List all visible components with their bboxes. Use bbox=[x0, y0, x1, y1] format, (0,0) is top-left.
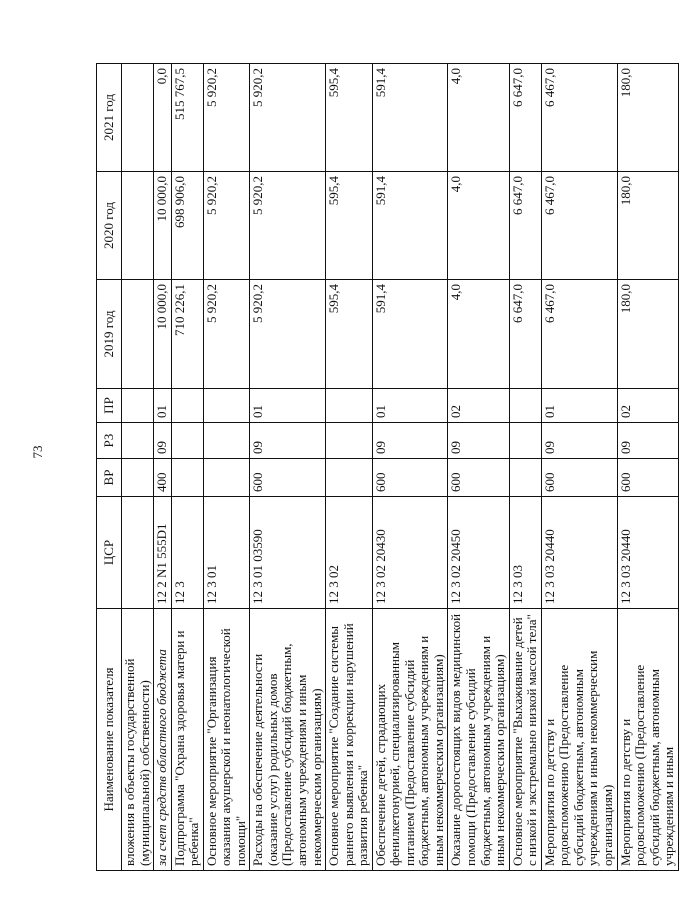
row-rz: 09 bbox=[541, 423, 617, 459]
row-vr: 400 bbox=[154, 459, 172, 497]
header-csr: ЦСР bbox=[97, 497, 122, 609]
row-2021: 6 647,0 bbox=[509, 64, 541, 172]
row-vr: 600 bbox=[448, 459, 509, 497]
row-name: Мероприятия по детству и родовспоможению (Предоставление субсидий бюджетным, автономным учреждениям и иным некоммерческим организациям) bbox=[541, 609, 617, 871]
row-csr: 12 3 03 20440 bbox=[617, 497, 678, 609]
row-rz bbox=[326, 423, 373, 459]
row-pr bbox=[326, 389, 373, 423]
row-2021: 6 467,0 bbox=[541, 64, 617, 172]
row-csr bbox=[122, 497, 154, 609]
row-2019: 5 920,2 bbox=[203, 280, 250, 389]
row-csr: 12 3 bbox=[171, 497, 203, 609]
table-row bbox=[617, 64, 678, 871]
row-pr bbox=[171, 389, 203, 423]
row-2021: 5 920,2 bbox=[203, 64, 250, 172]
row-pr: 01 bbox=[541, 389, 617, 423]
table-row bbox=[122, 64, 154, 871]
row-name: вложения в объекты государственной (муниципальной) собственности) bbox=[122, 609, 154, 871]
row-vr: 600 bbox=[617, 459, 678, 497]
header-2021: 2021 год bbox=[97, 64, 122, 172]
row-2021 bbox=[122, 64, 154, 172]
row-csr: 12 3 03 20440 bbox=[541, 497, 617, 609]
row-name: Основное мероприятие "Создание системы раннего выявления и коррекции нарушений развития ребенка" bbox=[326, 609, 373, 871]
row-rz: 09 bbox=[617, 423, 678, 459]
row-2019: 5 920,2 bbox=[250, 280, 326, 389]
row-2021: 4,0 bbox=[448, 64, 509, 172]
row-vr bbox=[122, 459, 154, 497]
row-rz: 09 bbox=[250, 423, 326, 459]
table-row bbox=[250, 64, 326, 871]
row-2019: 180,0 bbox=[617, 280, 678, 389]
header-name: Наименование показателя bbox=[97, 609, 122, 871]
row-rz: 09 bbox=[372, 423, 448, 459]
row-2020: 5 920,2 bbox=[203, 172, 250, 280]
row-vr: 600 bbox=[372, 459, 448, 497]
row-pr bbox=[203, 389, 250, 423]
row-rz bbox=[122, 423, 154, 459]
row-pr: 01 bbox=[372, 389, 448, 423]
row-vr bbox=[203, 459, 250, 497]
row-2019: 6 647,0 bbox=[509, 280, 541, 389]
page-number: 73 bbox=[30, 445, 45, 459]
table-row bbox=[171, 64, 203, 871]
header-rz: РЗ bbox=[97, 423, 122, 459]
row-pr bbox=[122, 389, 154, 423]
row-2020: 4,0 bbox=[448, 172, 509, 280]
table-row bbox=[154, 64, 172, 871]
row-2021: 515 767,5 bbox=[171, 64, 203, 172]
row-name: за счет средств областного бюджета bbox=[154, 609, 172, 871]
row-rz: 09 bbox=[154, 423, 172, 459]
row-2019: 4,0 bbox=[448, 280, 509, 389]
row-vr bbox=[326, 459, 373, 497]
row-name: Основное мероприятие "Выхаживание детей с низкой и экстремально низкой массой тела" bbox=[509, 609, 541, 871]
header-vr: ВР bbox=[97, 459, 122, 497]
row-csr: 12 3 01 03590 bbox=[250, 497, 326, 609]
row-pr: 02 bbox=[448, 389, 509, 423]
header-pr: ПР bbox=[97, 389, 122, 423]
row-2019: 595,4 bbox=[326, 280, 373, 389]
row-2021: 591,4 bbox=[372, 64, 448, 172]
row-csr: 12 3 01 bbox=[203, 497, 250, 609]
row-pr: 02 bbox=[617, 389, 678, 423]
row-2021: 0,0 bbox=[154, 64, 172, 172]
row-pr bbox=[509, 389, 541, 423]
row-2019: 710 226,1 bbox=[171, 280, 203, 389]
row-csr: 12 3 02 20450 bbox=[448, 497, 509, 609]
row-2021: 595,4 bbox=[326, 64, 373, 172]
table-row bbox=[509, 64, 541, 871]
row-2019 bbox=[122, 280, 154, 389]
row-2021: 180,0 bbox=[617, 64, 678, 172]
row-name: Обеспечение детей, страдающих фенилкетонурией, специализированным питанием (Предоставление субсидий бюджетным, автономным учреждениям и иным некоммерческим организациям) bbox=[372, 609, 448, 871]
table-row bbox=[203, 64, 250, 871]
table-row bbox=[326, 64, 373, 871]
table-header-row bbox=[97, 64, 122, 871]
row-csr: 12 3 02 20430 bbox=[372, 497, 448, 609]
row-2020: 595,4 bbox=[326, 172, 373, 280]
rotated-table-container bbox=[96, 64, 677, 871]
row-2019: 6 467,0 bbox=[541, 280, 617, 389]
row-csr: 12 3 02 bbox=[326, 497, 373, 609]
row-2020: 6 467,0 bbox=[541, 172, 617, 280]
row-rz: 09 bbox=[448, 423, 509, 459]
header-2020: 2020 год bbox=[97, 172, 122, 280]
row-2021: 5 920,2 bbox=[250, 64, 326, 172]
row-rz bbox=[171, 423, 203, 459]
row-vr: 600 bbox=[541, 459, 617, 497]
row-2020: 180,0 bbox=[617, 172, 678, 280]
row-2020: 5 920,2 bbox=[250, 172, 326, 280]
row-name: Расходы на обеспечение деятельности (оказание услуг) родильных домов (Предоставление субсидий бюджетным, автономным учреждениям и иным некоммерческим организациям) bbox=[250, 609, 326, 871]
row-pr: 01 bbox=[154, 389, 172, 423]
row-name: Основное мероприятие "Организация оказания акушерской и неонатологической помощи" bbox=[203, 609, 250, 871]
row-csr: 12 2 N1 555D1 bbox=[154, 497, 172, 609]
table-body bbox=[122, 64, 679, 871]
row-csr: 12 3 03 bbox=[509, 497, 541, 609]
row-name: Подпрограмма "Охрана здоровья матери и ребенка" bbox=[171, 609, 203, 871]
row-2019: 10 000,0 bbox=[154, 280, 172, 389]
row-rz bbox=[203, 423, 250, 459]
row-vr: 600 bbox=[250, 459, 326, 497]
row-2020: 10 000,0 bbox=[154, 172, 172, 280]
row-vr bbox=[171, 459, 203, 497]
row-2020: 6 647,0 bbox=[509, 172, 541, 280]
row-rz bbox=[509, 423, 541, 459]
row-name: Мероприятия по детству и родовспоможению (Предоставление субсидий бюджетным, автономным учреждениям и иным bbox=[617, 609, 678, 871]
table-row bbox=[541, 64, 617, 871]
header-2019: 2019 год bbox=[97, 280, 122, 389]
table-row bbox=[372, 64, 448, 871]
row-name: Оказание дорогостоящих видов медицинской помощи (Предоставление субсидий бюджетным, автономным учреждениям и иным некоммерческим организациям) bbox=[448, 609, 509, 871]
row-pr: 01 bbox=[250, 389, 326, 423]
row-2020 bbox=[122, 172, 154, 280]
table-row bbox=[448, 64, 509, 871]
row-2020: 698 906,0 bbox=[171, 172, 203, 280]
budget-table bbox=[96, 63, 679, 871]
row-vr bbox=[509, 459, 541, 497]
row-2019: 591,4 bbox=[372, 280, 448, 389]
row-2020: 591,4 bbox=[372, 172, 448, 280]
